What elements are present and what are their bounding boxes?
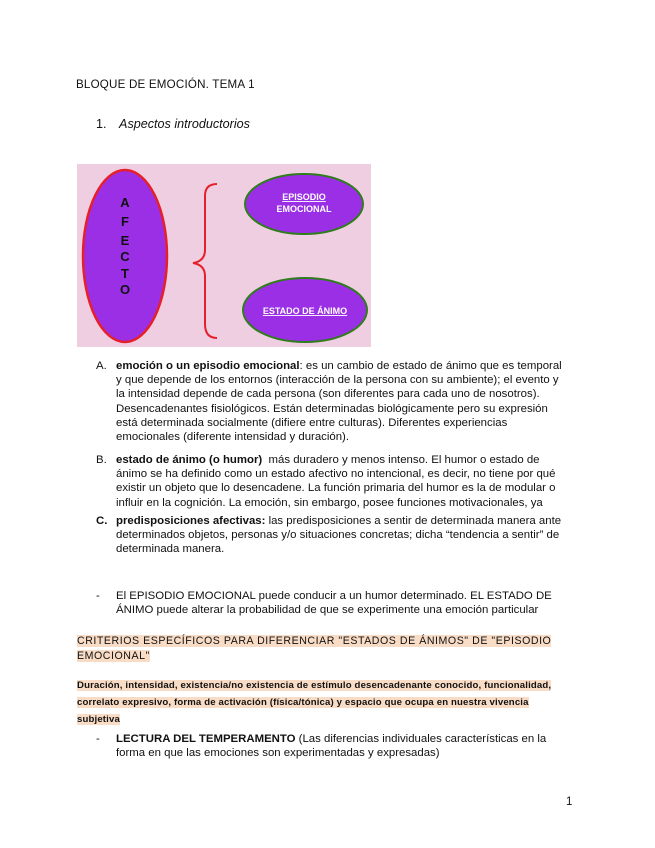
definition-text: y que depende de los entornos (interacción de la persona con su ambiente); el evento y: [116, 374, 559, 387]
affect-letter: F: [121, 214, 129, 229]
section-title-text: Aspectos introductorios: [119, 117, 250, 131]
page-number: 1: [566, 796, 573, 808]
definition-item-c: [96, 514, 586, 557]
affect-diagram-svg: [77, 164, 371, 347]
definition-text: ánimo se ha definido como un estado afectivo no intencional, es decir, no tiene por qué: [116, 468, 556, 481]
affect-letter: C: [120, 249, 130, 264]
list-marker: B.: [96, 454, 107, 466]
episode-bubble-line2: EMOCIONAL: [276, 204, 332, 214]
definition-text: las predisposiciones a sentir de determinada manera ante: [265, 515, 562, 527]
definition-text: la intensidad depende de cada persona (son diferentes para cada uno de nosotros).: [116, 388, 540, 401]
criteria-body-text: Duración, intensidad, existencia/no existencia de estímulo desencadenante conocido, funcionalidad,: [77, 680, 552, 691]
affect-diagram: [77, 164, 371, 347]
definition-item-a: [96, 359, 586, 444]
term-emotion: emoción o un episodio emocional: [116, 360, 300, 372]
mood-bubble-label: ESTADO DE ÁNIMO: [262, 306, 348, 316]
definition-text: más duradero y menos intenso. El humor o estado de: [262, 454, 540, 466]
dash-marker: -: [96, 590, 100, 602]
note-text: ÁNIMO puede alterar la probabilidad de que se experimente una emoción particular: [116, 604, 539, 617]
document-header-title: BLOQUE DE EMOCIÓN. TEMA 1: [76, 78, 255, 91]
term-predispositions: predisposiciones afectivas:: [116, 515, 266, 527]
criteria-heading-text: EMOCIONAL": [77, 649, 150, 662]
section-title: [96, 117, 250, 131]
term-mood: estado de ánimo (o humor): [116, 454, 263, 466]
definition-item-b: [96, 453, 586, 510]
criteria-heading: [77, 634, 557, 663]
note-text: El EPISODIO EMOCIONAL puede conducir a un humor determinado. EL ESTADO DE: [116, 590, 552, 602]
definition-text: determinada manera.: [116, 543, 225, 556]
criteria-body-text: subjetiva: [77, 714, 120, 725]
temperament-text: forma en que las emociones son experimentadas y expresadas): [116, 747, 440, 760]
definition-text: Desencadenantes fisiológicos. Están determinadas biológicamente pero su expresión: [116, 402, 548, 415]
criteria-body: [77, 677, 577, 728]
term-temperament: LECTURA DEL TEMPERAMENTO: [116, 733, 296, 745]
definition-text: determinados objetos, personas y/o situaciones concretas; dicha “tendencia a sentir” de: [116, 529, 560, 542]
episode-bubble-line1: EPISODIO: [282, 192, 326, 202]
definition-text: emocionales (diferente intensidad y duración).: [116, 431, 350, 444]
definition-text: influir en la cognición. La emoción, sin embargo, posee funciones motivacionales, ya: [116, 496, 543, 509]
dash-marker: -: [96, 733, 100, 745]
definition-text: : es un cambio de estado de ánimo que es temporal: [299, 360, 562, 372]
temperament-text: (Las diferencias individuales características en la: [295, 733, 547, 745]
affect-letter: O: [119, 282, 131, 297]
list-marker: C.: [96, 515, 108, 527]
temperament-item: [96, 732, 606, 760]
affect-letter: E: [120, 233, 130, 248]
curly-brace: [193, 184, 217, 338]
criteria-heading-text: CRITERIOS ESPECÍFICOS PARA DIFERENCIAR "ESTADOS DE ÁNIMOS" DE "EPISODIO: [77, 635, 552, 647]
definition-text: está determinada socialmente (difiere entre culturas). Diferentes experiencias: [116, 416, 508, 429]
note-item: [96, 589, 606, 617]
criteria-body-text: correlato expresivo, forma de activación (física/tónica) y espacio que ocupa en nuestra vivencia: [77, 697, 529, 708]
affect-letter: T: [121, 266, 129, 281]
list-marker: A.: [96, 360, 107, 372]
definition-text: existir un objeto que lo desencadene. La función primaria del humor es la de modular o: [116, 482, 556, 495]
section-number: 1.: [96, 117, 107, 131]
affect-letter: A: [120, 195, 130, 210]
